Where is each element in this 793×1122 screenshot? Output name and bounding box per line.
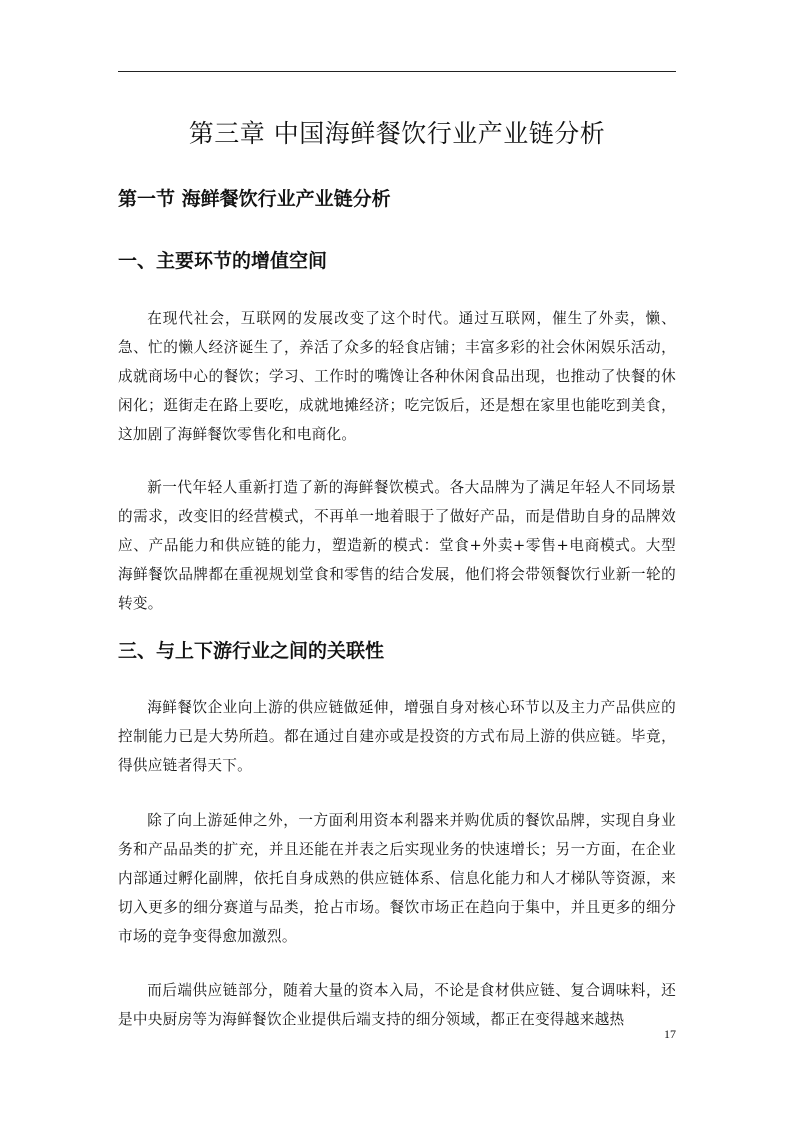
paragraph-internet-economy: 在现代社会，互联网的发展改变了这个时代。通过互联网，催生了外卖，懒、急、忙的懒人经济诞生了，养活了众多的轻食店铺；丰富多彩的社会休闲娱乐活动，成就商场中心的餐饮；学习、工作时的嘴馋让各种休闲食品出现，也推动了快餐的休闲化；逛街走在路上要吃，成就地摊经济；吃完饭后，还是想在家里也能吃到美食，这加剧了海鲜餐饮零售化和电商化。 bbox=[118, 310, 676, 443]
paragraph-new-model: 新一代年轻人重新打造了新的海鲜餐饮模式。各大品牌为了满足年轻人不同场景的需求，改变旧的经营模式，不再单一地着眼于了做好产品，而是借助自身的品牌效应、产品能力和供应链的能力，塑造新的模式：堂食+外卖+零售+电商模式。大型海鲜餐饮品牌都在重视规划堂食和零售的结合发展，他们将会带领餐饮行业新一轮的转变。 bbox=[118, 479, 676, 612]
paragraph-expansion: 除了向上游延伸之外，一方面利用资本利器来并购优质的餐饮品牌，实现自身业务和产品品类的扩充，并且还能在并表之后实现业务的快速增长；另一方面，在企业内部通过孵化副牌，依托自身成熟的供应链体系、信息化能力和人才梯队等资源，来切入更多的细分赛道与品类，抢占市场。餐饮市场正在趋向于集中，并且更多的细分市场的竞争变得愈加激烈。 bbox=[118, 812, 676, 945]
paragraph-backend-supply: 而后端供应链部分，随着大量的资本入局，不论是食材供应链、复合调味料，还是中央厨房等为海鲜餐饮企业提供后端支持的细分领域，都正在变得越来越热 bbox=[118, 982, 676, 1028]
subsection-title-upstream-downstream: 三、与上下游行业之间的关联性 bbox=[118, 640, 385, 662]
page-number: 17 bbox=[664, 1027, 676, 1041]
chapter-title: 第三章 中国海鲜餐饮行业产业链分析 bbox=[188, 119, 606, 148]
section-title: 第一节 海鲜餐饮行业产业链分析 bbox=[118, 188, 391, 210]
subsection-title-value-added: 一、主要环节的增值空间 bbox=[118, 250, 328, 272]
header-rule bbox=[118, 71, 676, 72]
paragraph-supply-chain: 海鲜餐饮企业向上游的供应链做延伸，增强自身对核心环节以及主力产品供应的控制能力已是大势所趋。都在通过自建亦或是投资的方式布局上游的供应链。毕竟，得供应链者得天下。 bbox=[118, 699, 676, 774]
